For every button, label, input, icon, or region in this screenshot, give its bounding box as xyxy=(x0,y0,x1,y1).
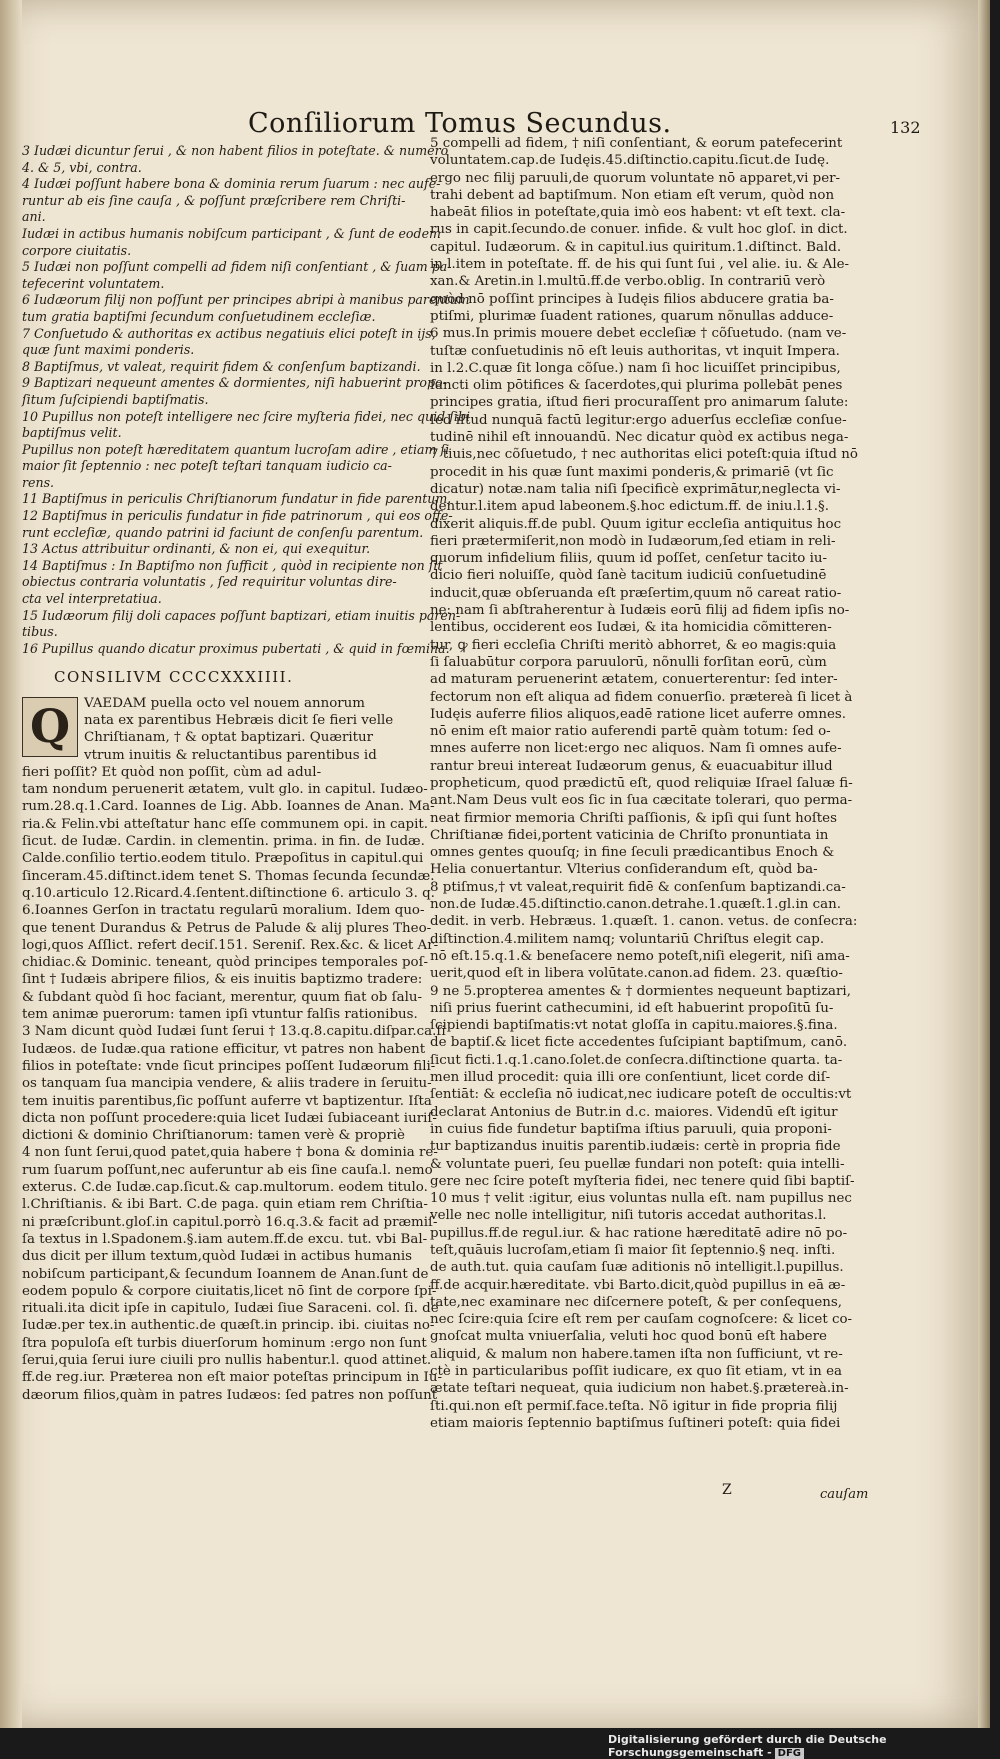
text-line: 6 mus.In primis mouere debet eccleſiæ † cõſuetudo. (nam ve- xyxy=(430,326,847,342)
text-line: ni præſcribunt.gloſ.in capitul.porrò 16.q.3.& facit ad præmiſ- xyxy=(22,1214,438,1230)
text-line: dicio fieri noluiſſe, quòd ſanè tacitum iudiciū conſuetudinē xyxy=(430,568,827,584)
text-line: ſicut ficti.1.q.1.cano.ſolet.de conſecra.diſtinctione quarta. ta- xyxy=(430,1052,843,1068)
text-line: gere nec ſcire poteſt myſteria fidei, nec tenere quid ſibi baptiſ- xyxy=(430,1173,855,1189)
summary-line: 5 Iudæi non poſſunt compelli ad fidem niſi conſentiant , & ſuam pa- xyxy=(22,259,452,275)
text-line: nec ſcire:quia ſcire eſt rem per cauſam cognoſcere: & licet co- xyxy=(430,1312,853,1328)
text-line: exterus. C.de Iudæ.cap.ſicut.& cap.multorum. eodem titulo. xyxy=(22,1180,428,1196)
text-line: chidiac.& Dominic. teneant, quòd principes temporales poſ- xyxy=(22,955,429,971)
text-line: gnoſcat multa vniuerſalia, veluti hoc quod bonū eſt habere xyxy=(430,1329,827,1345)
text-line: fieri poſſit? Et quòd non poſſit, cùm ad adul- xyxy=(22,764,322,780)
text-line: vtrum inuitis & reluctantibus parentibus id xyxy=(84,747,377,763)
digitization-footer xyxy=(608,1733,1000,1759)
summary-line: maior ſit ſeptennio : nec poteſt teſtari tanquam iudicio ca- xyxy=(22,458,392,474)
summary-line: runt eccleſiæ, quando patrini id faciunt de conſenſu parentum. xyxy=(22,524,424,540)
text-line: ætate teſtari nequeat, quia iudicium non habet.§.prætereà.in- xyxy=(430,1381,849,1397)
text-line: que tenent Durandus & Petrus de Palude & alij plures Theo- xyxy=(22,920,432,936)
text-line: procedit in his quæ ſunt maximi ponderis,& primariē (vt ſic xyxy=(430,464,834,480)
text-line: tam nondum peruenerit ætatem, vult glo. in capitul. Iudæo- xyxy=(22,782,428,798)
text-line: tur, ꝙ fieri eccleſia Chriſti meritò abhorret, & eo magis:quia xyxy=(430,637,837,653)
summary-line: corpore ciuitatis. xyxy=(22,242,132,258)
text-line: ad maturam peruenerint ætatem, conuerterentur: ſed inter- xyxy=(430,672,838,688)
text-line: aliquid, & malum non habere.tamen iſta non ſufficiunt, vt re- xyxy=(430,1346,843,1362)
text-line: logi,quos Aſſlict. refert deciſ.151. Sereniſ. Rex.&c. & licet Ar- xyxy=(22,937,439,953)
text-line: ſcipiendi baptiſmatis:vt notat gloſſa in capitu.maiores.§.fina. xyxy=(430,1018,838,1034)
summary-line: 13 Actus attribuitur ordinanti, & non ei, qui exequitur. xyxy=(22,541,371,557)
text-line: dæorum filios,quàm in patres Iudæos: ſed patres non poſſunt xyxy=(22,1387,438,1403)
text-line: ctè in particularibus poſſit iudicare, ex quo ſit etiam, vt in ea xyxy=(430,1364,842,1380)
text-line: nobiſcum participant,& ſecundum Ioannem de Anan.ſunt de xyxy=(22,1266,429,1282)
summary-line: 4. & 5, vbi, contra. xyxy=(22,159,142,175)
summary-line: 12 Baptiſmus in periculis fundatur in fide patrinorum , qui eos offe- xyxy=(22,508,453,524)
text-line: ant.Nam Deus vult eos ſic in ſua cæcitate tolerari, quo perma- xyxy=(430,793,853,809)
text-line: tudinē nihil eſt innouandū. Nec dicatur quòd ex actibus nega- xyxy=(430,430,849,446)
footer-text: Digitalisierung gefördert durch die Deutsche Forschungsgemeinschaft - xyxy=(608,1733,887,1759)
text-line: ſancti olim pōtifices & ſacerdotes,qui plurima pollebāt penes xyxy=(430,378,843,394)
text-line: 6.Ioannes Gerſon in tractatu regularū moralium. Idem quo- xyxy=(22,903,425,919)
text-line: ff.de reg.iur. Præterea non eſt maior poteſtas principum in Iu- xyxy=(22,1370,442,1386)
summary-line: 9 Baptizari nequeunt amentes & dormientes, niſi habuerint propo- xyxy=(22,375,447,391)
summary-line: 11 Baptiſmus in periculis Chriſtianorum fundatur in fide parentum. xyxy=(22,491,452,507)
left-body-text xyxy=(22,695,446,1404)
summary-list xyxy=(22,143,470,657)
summary-line: baptiſmus velit. xyxy=(22,425,122,441)
text-line: nō eſt.15.q.1.& beneſacere nemo poteſt,niſi elegerit, niſi ama- xyxy=(430,948,850,964)
text-line: dixerit aliquis.ff.de publ. Quum igitur eccleſia antiquitus hoc xyxy=(430,516,842,532)
text-line: de auth.tut. quia cauſam ſuæ aditionis nō intelligit.l.pupillus. xyxy=(430,1260,844,1276)
text-line: pupillus.ff.de regul.iur. & hac ratione hæreditatē adire nō po- xyxy=(430,1225,848,1241)
text-line: tuſtæ conſuetudinis nō eſt leuis authoritas, vt inquit Impera. xyxy=(430,343,840,359)
left-column xyxy=(22,143,470,1404)
text-line: & voluntate pueri, ſeu puellæ fundari non poteſt: quia intelli- xyxy=(430,1156,845,1172)
text-line: tate,nec examinare nec diſcernere poteſt, & per conſequens, xyxy=(430,1294,842,1310)
summary-line: ani. xyxy=(22,209,46,225)
decorated-initial: Q xyxy=(22,697,78,757)
text-line: ne: nam ſi abſtraherentur à Iudæis eorū filij ad fidem ipſis no- xyxy=(430,603,850,619)
text-line: in l.item in poteſtate. ff. de his qui ſunt ſui , vel alie. iu. & Ale- xyxy=(430,257,850,273)
text-line: ergo nec filij paruuli,de quorum voluntate nō apparet,vi per- xyxy=(430,170,841,186)
text-line: 3 Nam dicunt quòd Iudæi ſunt ſerui † 13.q.8.capitu.diſpar.ca.ſi xyxy=(22,1024,446,1040)
summary-line: ſitum ſuſcipiendi baptiſmatis. xyxy=(22,391,209,407)
text-line: men illud procedit: quia illi ore conſentiunt, licet corde diſ- xyxy=(430,1070,831,1086)
text-line: os tanquam ſua mancipia vendere, & aliis tradere in ſeruitu- xyxy=(22,1076,432,1092)
text-line: dentur.l.item apud labeonem.§.hoc edictum.ff. de iniu.l.1.§. xyxy=(430,499,829,515)
summary-line: 16 Pupillus quando dicatur proximus pubertati , & quid in fœmina. xyxy=(22,640,450,656)
text-line: Helia conuertantur. Vlterius conſiderandum eſt, quòd ba- xyxy=(430,862,818,878)
text-line: 10 mus † velit :igitur, eius voluntas nulla eſt. nam pupillus nec xyxy=(430,1191,852,1207)
text-line: fieri prætermiſerit,non modò in Iudæorum,ſed etiam in reli- xyxy=(430,533,836,549)
text-line: filios in poteſtate: vnde ſicut principes poſſent Iudæorum fili- xyxy=(22,1058,436,1074)
text-line: ſtra populoſa eſt turbis diuerſorum hominum :ergo non ſunt xyxy=(22,1335,427,1351)
summary-line: rens. xyxy=(22,474,55,490)
text-line: 4 non ſunt ſerui,quod patet,quia habere † bona & dominia re- xyxy=(22,1145,438,1161)
summary-line: tefecerint voluntatem. xyxy=(22,275,165,291)
text-line: ſint † Iudæis abripere filios, & eis inuitis baptizmo tradere: xyxy=(22,972,423,988)
page-gutter xyxy=(0,0,22,1728)
text-line: uerit,quod eſt in libera volūtate.canon.ad fidem. 23. quæſtio- xyxy=(430,966,843,982)
summary-line: 8 Baptiſmus, vt valeat, requirit fidem & conſenſum baptizandi. xyxy=(22,358,421,374)
summary-line: 14 Baptiſmus : In Baptiſmo non ſufficit , quòd in recipiente non ſit xyxy=(22,557,443,573)
text-line: rum.28.q.1.Card. Ioannes de Lig. Abb. Ioannes de Anan. Ma- xyxy=(22,799,435,815)
text-line: ſicut. de Iudæ. Cardin. in clementin. prima. in fin. de Iudæ. xyxy=(22,834,425,850)
text-line: ſentiāt: & eccleſia nō iudicat,nec iudicare poteſt de occultis:vt xyxy=(430,1087,852,1103)
text-line: diſtinction.4.militem namq; voluntariū Chriſtus elegit cap. xyxy=(430,931,825,947)
text-line: rantur breui intereat Iudæorum genus, & euacuabitur illud xyxy=(430,758,833,774)
catchword: cauſam xyxy=(820,1487,869,1502)
text-line: inducit,quæ obſeruanda eſt præſertim,quum nõ careat ratio- xyxy=(430,585,842,601)
text-line: VAEDAM puella octo vel nouem annorum xyxy=(84,695,366,711)
page-edge xyxy=(978,0,990,1728)
text-line: ria.& Felin.vbi atteſtatur hanc eſſe communem opi. in capit. xyxy=(22,816,429,832)
text-line: omnes gentes quouſq; in fine ſeculi prædicantibus Enoch & xyxy=(430,845,835,861)
text-line: tem animæ puerorum: tamen ipſi vtuntur falſis rationibus. xyxy=(22,1007,418,1023)
text-line: 9 ne 5.propterea amentes & † dormientes nequeunt baptizari, xyxy=(430,983,851,999)
text-line: dicatur) notæ.nam talia niſi ſpecificè exprimātur,neglecta vi- xyxy=(430,481,841,497)
page-number: 132 xyxy=(890,118,921,137)
text-line: Chriſtianæ fidei,portent vaticinia de Chriſto pronuntiata in xyxy=(430,827,829,843)
text-line: ptiſmi, plurimæ ſuadent rationes, quarum nõnullas adduce- xyxy=(430,308,834,324)
text-line: ſinceram.45.diſtinct.idem tenet S. Thomas ſecunda ſecundæ. xyxy=(22,868,435,884)
consilium-title: CONSILIVM CCCCXXXIIII. xyxy=(54,668,294,687)
text-line: mnes auferre non licet:ergo nec aliquos. Nam ſi omnes aufe- xyxy=(430,741,842,757)
text-line: voluntatem.cap.de Iudęis.45.diſtinctio.capitu.ſicut.de Iudę. xyxy=(430,153,830,169)
signature-mark: Z xyxy=(722,1482,732,1498)
text-line: ſti.qui.non eſt permiſ.face.teſta. Nõ igitur in fide propria filij xyxy=(430,1398,838,1414)
text-line: de baptiſ.& licet ficte accedentes ſuſcipiant baptiſmum, canō. xyxy=(430,1035,848,1051)
summary-line: runtur ab eis ſine cauſa , & poſſunt præſcribere rem Chriſti- xyxy=(22,192,406,208)
text-line: neat firmior memoria Chriſti paſſionis, & ipſi qui ſunt hoſtes xyxy=(430,810,837,826)
text-line: dictioni & dominio Chriſtianorum: tamen verè & propriè xyxy=(22,1128,405,1144)
text-line: Calde.conſilio tertio.eodem titulo. Præpoſitus in capitul.qui xyxy=(22,851,424,867)
text-line: q.10.articulo 12.Ricard.4.ſentent.diſtinctione 6. articulo 3. q. xyxy=(22,885,435,901)
text-line: dicta non poſſunt procedere:quia licet Iudæi ſubiaceant iuriſ- xyxy=(22,1110,437,1126)
text-line: ſi ſaluabūtur corpora paruulorū, nõnulli forſitan eorū, cùm xyxy=(430,654,827,670)
text-line: xan.& Aretin.in l.multū.ff.de verbo.oblig. In contrariū verò xyxy=(430,274,826,290)
text-line: capitul. Iudæorum. & in capitul.ius quiritum.1.diſtinct. Bald. xyxy=(430,239,842,255)
text-line: niſi prius fuerint cathecumini, id eſt habuerint propoſitū ſu- xyxy=(430,1000,834,1016)
summary-line: quæ ſunt maximi ponderis. xyxy=(22,342,195,358)
text-line: eodem populo & corpore ciuitatis,licet nō ſint de corpore ſpi- xyxy=(22,1283,437,1299)
text-line: ſerui,quia ſerui iure ciuili pro nullis habentur.l. quod attinet. xyxy=(22,1352,432,1368)
summary-line: Iudæi in actibus humanis nobiſcum participant , & ſunt de eodem xyxy=(22,225,441,241)
summary-line: 3 Iudæi dicuntur ſerui , & non habent filios in poteſtate. & numero xyxy=(22,143,449,158)
text-line: declarat Antonius de Butr.in d.c. maiores. Videndū eſt igitur xyxy=(430,1104,838,1120)
text-line: fectorum non eſt aliqua ad fidem conuerſio. prætereà ſi licet à xyxy=(430,689,853,705)
text-line: quòd nō poſſint principes à Iudęis filios abducere gratia ba- xyxy=(430,291,834,307)
text-line: rum ſuarum poſſunt,nec auferuntur ab eis ſine cauſa.l. nemo xyxy=(22,1162,433,1178)
text-line: habeāt filios in poteſtate,quia imò eos habent: vt eſt text. cla- xyxy=(430,205,846,221)
text-line: teſt,quāuis lucroſam,etiam ſi maior ſit ſeptennio.§ neq. inſti. xyxy=(430,1243,836,1258)
text-line: rus in capit.ſecundo.de conuer. infide. & vult hoc gloſ. in dict. xyxy=(430,222,848,238)
summary-line: Pupillus non poteſt hæreditatem quantum lucroſam adire , etiam ſi xyxy=(22,441,450,457)
text-line: & ſubdant quòd ſi hoc faciant, merentur, quum fiat ob ſalu- xyxy=(22,989,422,1005)
text-line: etiam maioris ſeptennio baptiſmus ſuſtineri poteſt: quia fidei xyxy=(430,1415,841,1431)
text-line: 7 tiuis,nec cõſuetudo, † nec authoritas elici poteſt:quia iſtud nō xyxy=(430,447,858,463)
summary-line: cta vel interpretatiua. xyxy=(22,591,162,607)
text-line: trahi debent ad baptiſmum. Non etiam eſt verum, quòd non xyxy=(430,187,835,203)
text-line: Chriſtianam, † & optat baptizari. Quæritur xyxy=(84,730,374,746)
summary-line: 7 Conſuetudo & authoritas ex actibus negatiuis elici poteſt in ijs, xyxy=(22,325,436,341)
text-line: Iudæ.per tex.in authentic.de quæſt.in princip. ibi. ciuitas no- xyxy=(22,1318,435,1334)
summary-line: tum gratia baptiſmi ſecundum conſuetudinem eccleſiæ. xyxy=(22,308,376,324)
text-line: ſed iſtud nunquā factū legitur:ergo aduerſus eccleſiæ conſue- xyxy=(430,412,847,428)
text-line: non.de Iudæ.45.diſtinctio.canon.detrahe.1.quæſt.1.gl.in can. xyxy=(430,897,841,913)
text-line: tem inuitis parentibus,ſic poſſunt auferre vt baptizentur. Iſta xyxy=(22,1093,432,1109)
summary-line: obiectus contraria voluntatis , ſed requiritur voluntas dire- xyxy=(22,574,397,590)
text-line: 8 ptiſmus,† vt valeat,requirit fidē & conſenſum baptizandi.ca- xyxy=(430,879,846,895)
text-line: 5 compelli ad fidem, † niſi conſentiant, & eorum patefecerint xyxy=(430,136,843,151)
text-line: principes gratia, iſtud fieri procuraſſent pro animarum ſalute: xyxy=(430,395,849,411)
text-line: velle nec nolle intelligitur, niſi tutoris accedat authoritas.l. xyxy=(430,1208,827,1224)
text-line: nata ex parentibus Hebræis dicit ſe fieri velle xyxy=(84,713,394,728)
text-line: ſa textus in l.Spadonem.§.iam autem.ff.de excu. tut. vbi Bal- xyxy=(22,1231,428,1247)
summary-line: 4 Iudæi poſſunt habere bona & dominia rerum ſuarum : nec aufe- xyxy=(22,176,441,192)
text-line: quorum infidelium filiis, quum id poſſet, cenſetur tacito iu- xyxy=(430,551,827,567)
dfg-logo: DFG xyxy=(775,1748,804,1759)
text-line: lentibus, occiderent eos Iudæi, & ita homicidia cõmitteren- xyxy=(430,620,832,636)
text-line: tur baptizandus inuitis parentib.iudæis: certè in propria fide xyxy=(430,1139,841,1155)
text-line: propheticum, quod prædictū eſt, quod reliquiæ Iſrael ſaluæ fi- xyxy=(430,775,853,791)
text-line: nō enim eſt maior ratio auferendi partē quàm totum: ſed o- xyxy=(430,724,831,740)
text-line: dedit. in verb. Hebræus. 1.quæſt. 1. canon. vetus. de conſecra: xyxy=(430,914,858,930)
summary-line: 6 Iudæorum filij non poſſunt per principes abripi à manibus parentum xyxy=(22,292,470,308)
summary-line: tibus. xyxy=(22,624,58,640)
text-line: Iudæos. de Iudæ.qua ratione efficitur, vt patres non habent xyxy=(22,1041,426,1057)
text-line: ff.de acquir.hæreditate. vbi Barto.dicit,quòd pupillus in eā æ- xyxy=(430,1277,846,1293)
text-line: Iudęis auferre filios aliquos,eadē ratione licet auferre omnes. xyxy=(430,706,847,722)
text-line: in l.2.C.quæ ſit longa cõſue.) nam ſi hoc licuiſſet principibus, xyxy=(430,360,841,376)
text-line: rituali.ita dicit ipſe in capitulo, Iudæi ſiue Saraceni. col. ſi. de xyxy=(22,1301,439,1317)
summary-line: 15 Iudæorum filij doli capaces poſſunt baptizari, etiam inuitis paren- xyxy=(22,607,461,623)
text-line: l.Chriſtianis. & ibi Bart. C.de paga. quin etiam rem Chriſtia- xyxy=(22,1197,428,1213)
text-line: in cuius fide fundetur baptiſma iſtius paruuli, quia proponi- xyxy=(430,1121,832,1137)
summary-line: 10 Pupillus non poteſt intelligere nec ſcire myſteria fidei, nec quid ſibi xyxy=(22,408,470,424)
running-header: Conſiliorum Tomus Secundus. xyxy=(248,108,672,139)
text-line: dus dicit per illum textum,quòd Iudæi in actibus humanis xyxy=(22,1249,413,1265)
right-column xyxy=(430,135,870,1432)
